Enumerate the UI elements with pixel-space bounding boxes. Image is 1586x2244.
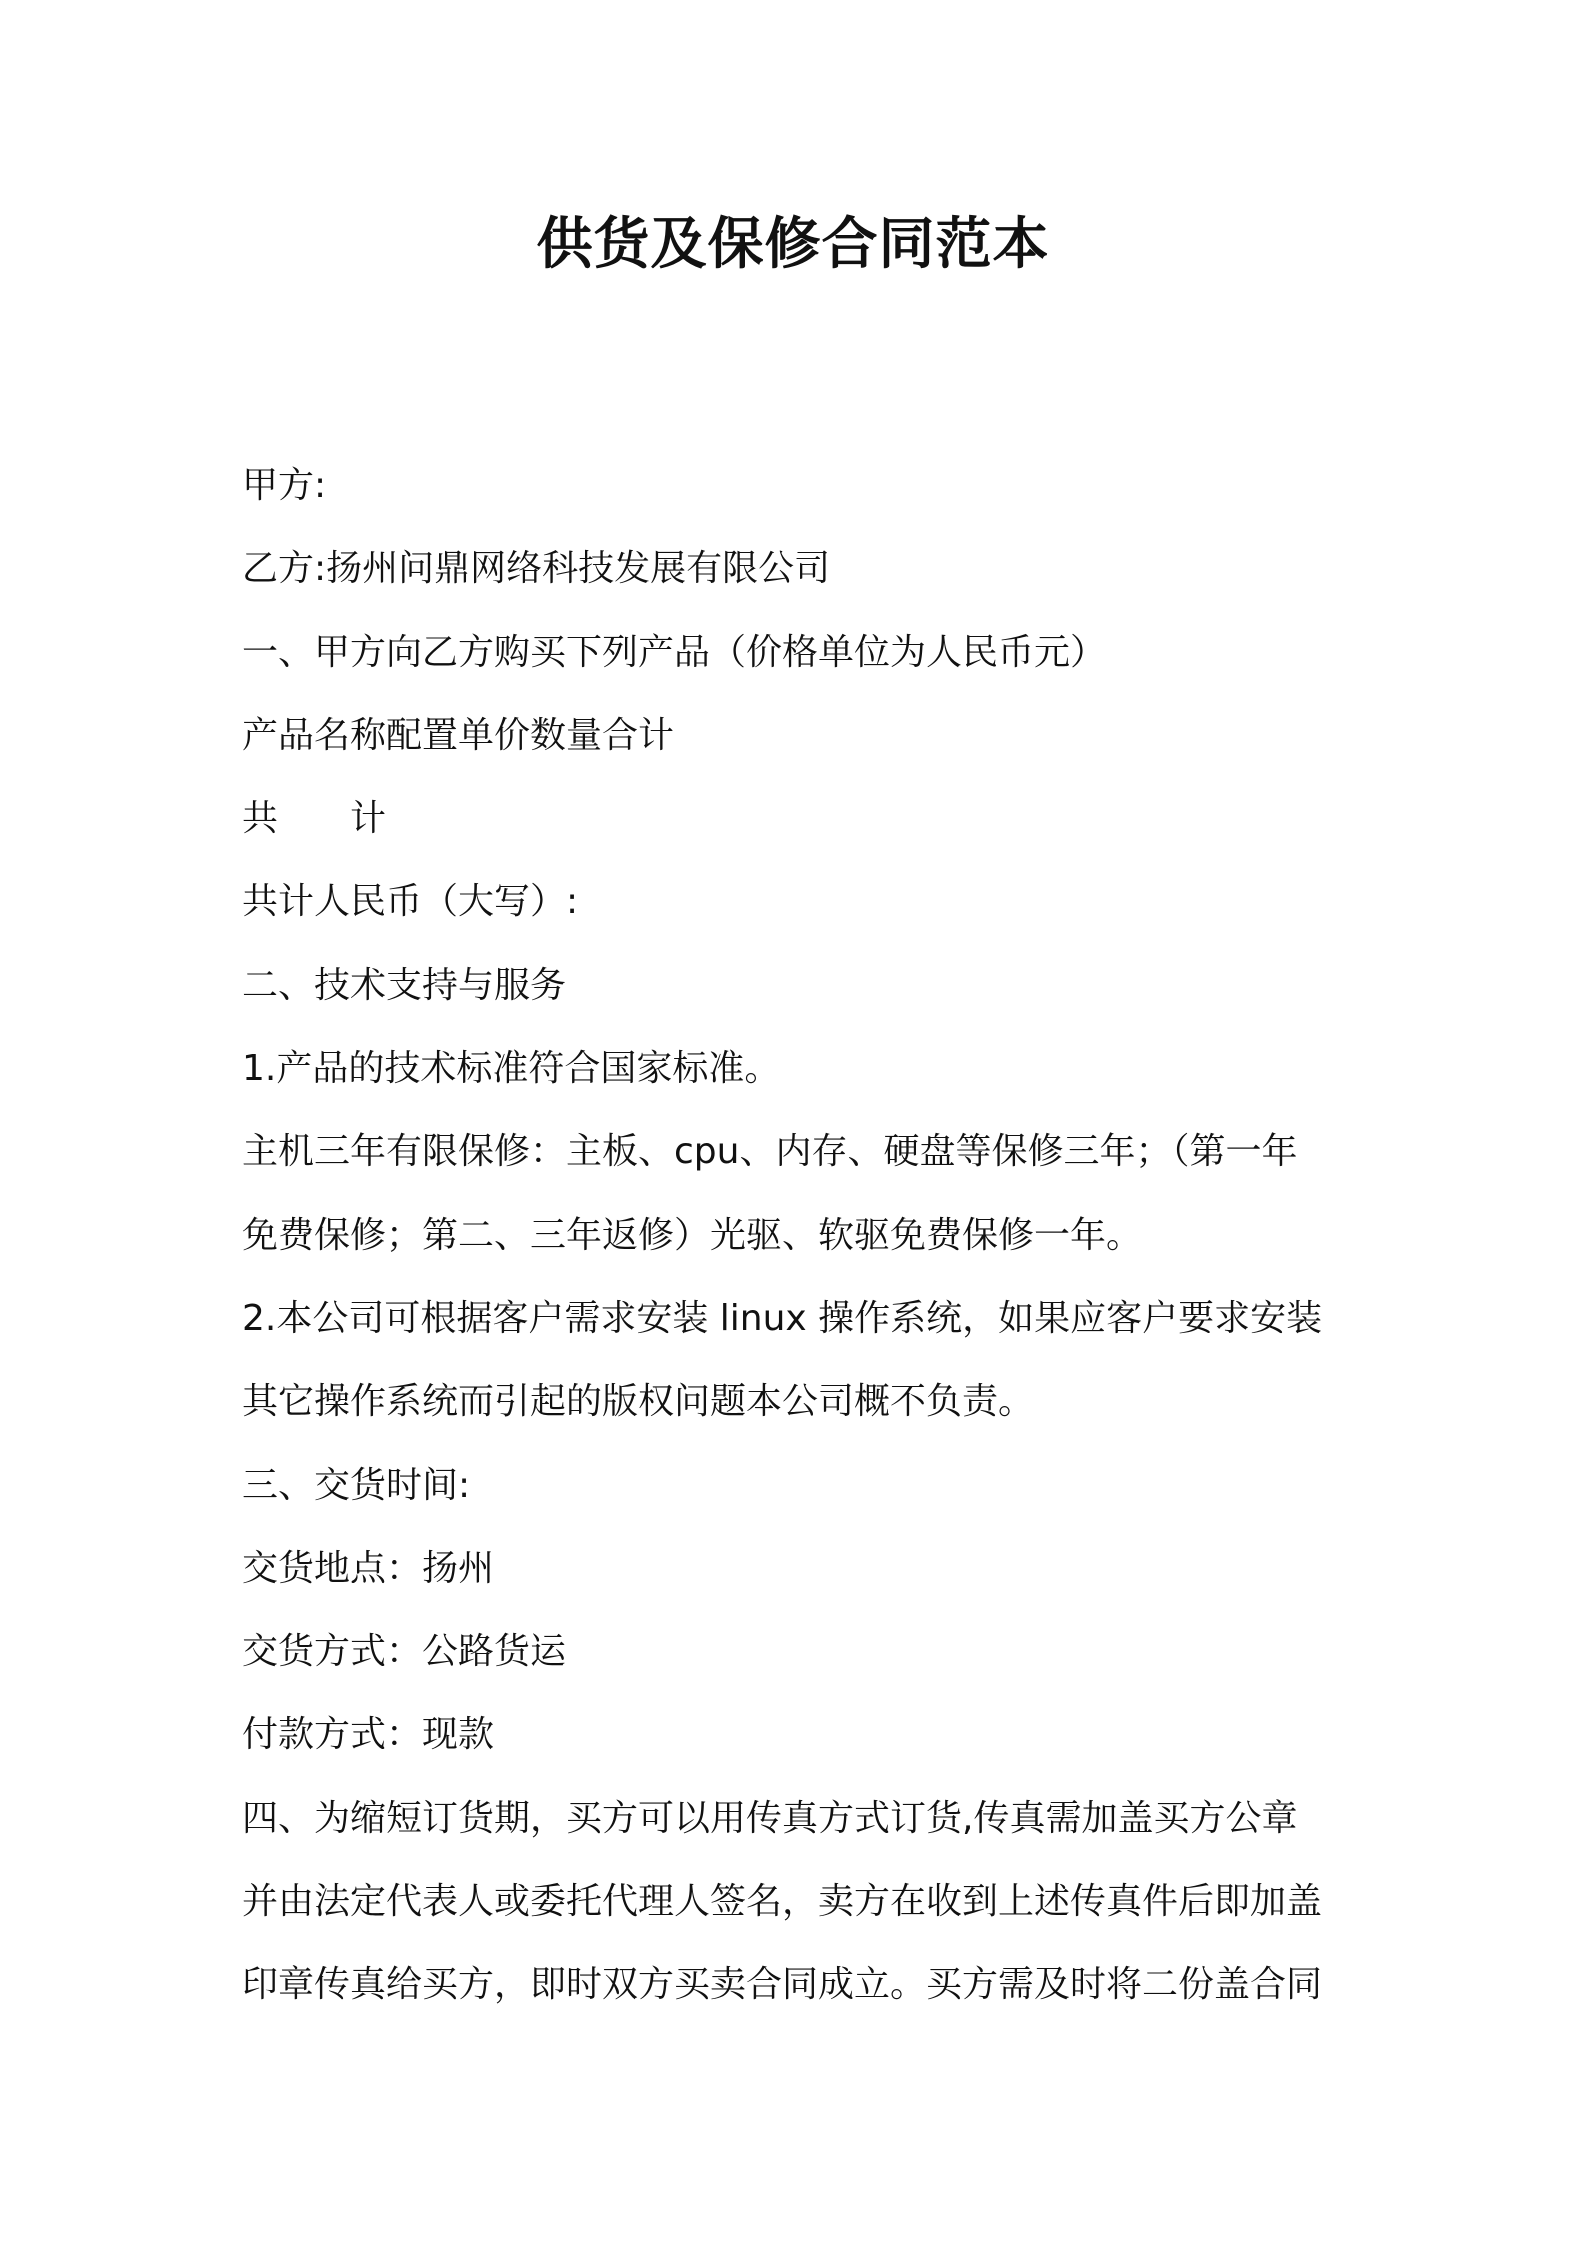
delivery-place-line: 交货地点：扬州 xyxy=(242,1547,495,1589)
clause-1-line: 1.产品的技术标准符合国家标准。 xyxy=(242,1048,781,1090)
total-label-part-2: 计 xyxy=(350,798,387,840)
section-four-line-1: 四、为缩短订货期，买方可以用传真方式订货,传真需加盖买方公章 xyxy=(242,1797,1298,1839)
payment-method-line: 付款方式：现款 xyxy=(242,1714,495,1756)
warranty-line-2: 免费保修；第二、三年返修）光驱、软驱免费保修一年。 xyxy=(242,1214,1143,1256)
total-rmb-line: 共计人民币（大写）: xyxy=(242,881,579,923)
clause-2-line-1: 2.本公司可根据客户需求安装 linux 操作系统，如果应客户要求安装 xyxy=(242,1297,1323,1339)
product-table-header: 产品名称配置单价数量合计 xyxy=(242,714,675,756)
delivery-method-line: 交货方式：公路货运 xyxy=(242,1631,567,1673)
section-four-line-2: 并由法定代表人或委托代理人签名，卖方在收到上述传真件后即加盖 xyxy=(242,1881,1323,1923)
clause-2-line-2: 其它操作系统而引起的版权问题本公司概不负责。 xyxy=(242,1381,1035,1423)
total-label-part-1: 共 xyxy=(242,798,279,840)
warranty-line-1: 主机三年有限保修：主板、cpu、内存、硬盘等保修三年；（第一年 xyxy=(242,1131,1298,1173)
section-two-heading: 二、技术支持与服务 xyxy=(242,964,567,1006)
party-b-line: 乙方:扬州问鼎网络科技发展有限公司 xyxy=(242,548,831,590)
section-three-heading: 三、交货时间: xyxy=(242,1464,471,1506)
section-four-line-3: 印章传真给买方，即时双方买卖合同成立。买方需及时将二份盖合同 xyxy=(242,1964,1323,2006)
document-title: 供货及保修合同范本 xyxy=(536,212,1050,277)
document-body xyxy=(242,444,1362,2027)
total-line xyxy=(242,777,1362,860)
party-a-line: 甲方: xyxy=(242,465,327,506)
section-one-heading: 一、甲方向乙方购买下列产品（价格单位为人民币元） xyxy=(242,631,1107,673)
